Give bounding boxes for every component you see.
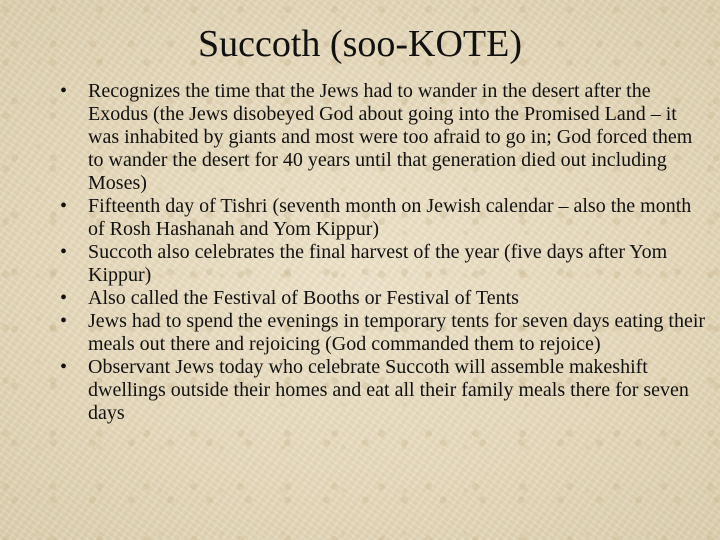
bullet-text: Jews had to spend the evenings in temporary tents for seven days eating their meals out there and rejoicing (God commanded them to rejoice): [88, 310, 706, 355]
bullet-icon: •: [60, 195, 68, 217]
bullet-list: [60, 80, 710, 425]
bullet-item: [60, 241, 710, 287]
bullet-text: Fifteenth day of Tishri (seventh month on Jewish calendar – also the month of Rosh Hashanah and Yom Kippur): [88, 195, 692, 240]
bullet-text: Succoth also celebrates the final harvest of the year (five days after Yom Kippur): [88, 241, 668, 286]
bullet-icon: •: [60, 80, 68, 102]
bullet-icon: •: [60, 356, 68, 378]
bullet-item: [60, 195, 710, 241]
bullet-icon: •: [60, 287, 68, 309]
slide-title: Succoth (soo-KOTE): [198, 23, 522, 65]
bullet-text: Observant Jews today who celebrate Succoth will assemble makeshift dwellings outside their homes and eat all their family meals there for seven days: [88, 356, 689, 424]
bullet-item: [60, 310, 710, 356]
bullet-item: [60, 80, 710, 195]
bullet-icon: •: [60, 241, 68, 263]
bullet-text: Recognizes the time that the Jews had to wander in the desert after the Exodus (the Jews disobeyed God about going into the Promised Land – it was inhabited by giants and most were too afraid to go in; God forced them to wander the desert for 40 years until that generation died out including Moses): [88, 80, 693, 194]
bullet-item: [60, 287, 710, 310]
bullet-item: [60, 356, 710, 425]
bullet-icon: •: [60, 310, 68, 332]
bullet-text: Also called the Festival of Booths or Festival of Tents: [88, 287, 519, 309]
